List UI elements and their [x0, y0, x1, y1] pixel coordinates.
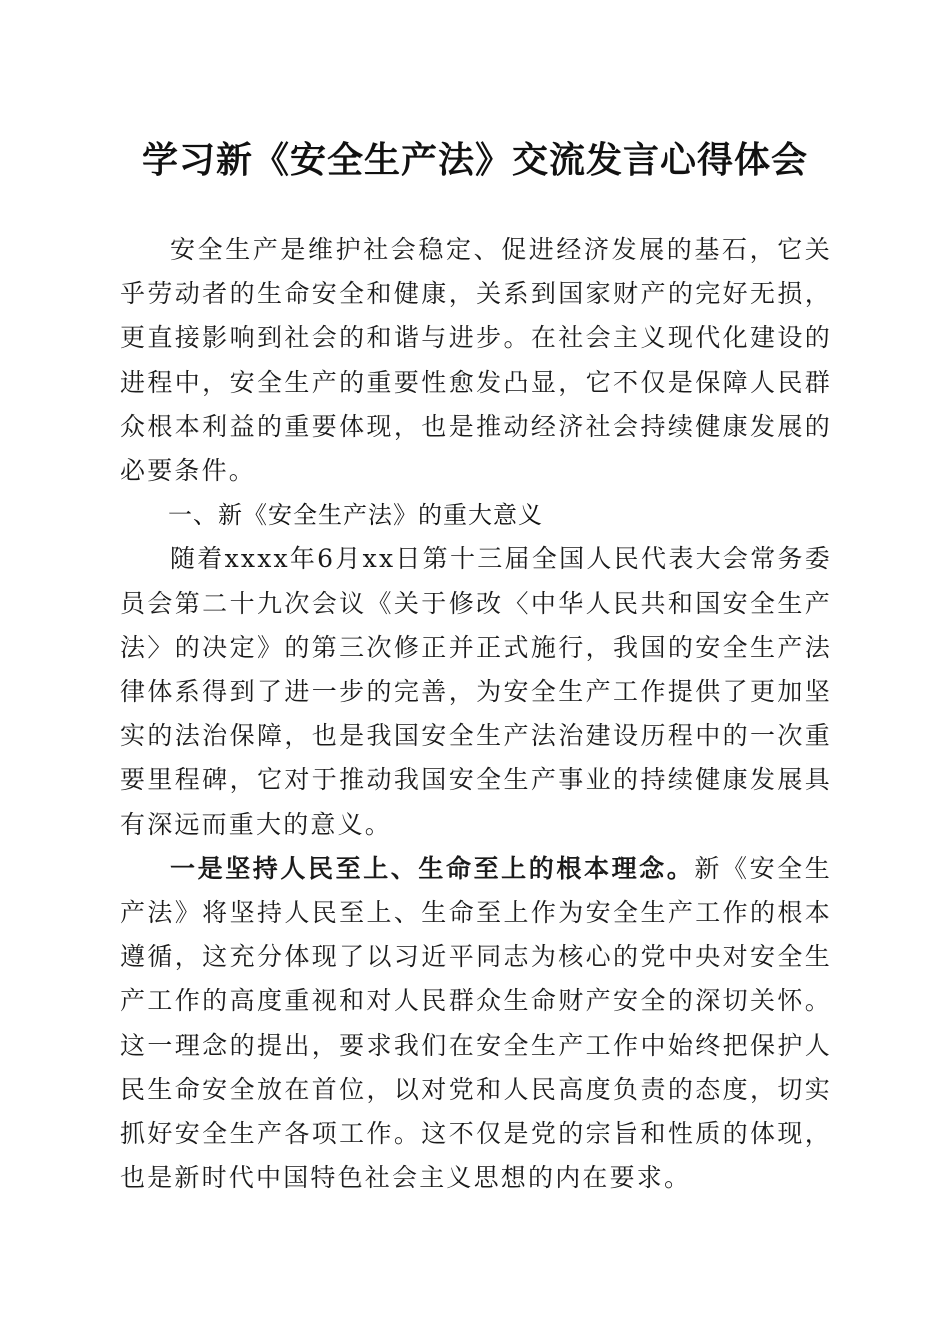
document-title: 学习新《安全生产法》交流发言心得体会	[141, 139, 808, 181]
section-heading: 一、新《安全生产法》的重大意义	[168, 501, 543, 530]
section-paragraph: 随着xxxx年6月xx日第十三届全国人民代表大会常务委员会第二十九次会议《关于修改〈中华人民共和国安全生产法〉的决定》的第三次修正并正式施行，我国的安全生产法律体系得到了进一步的完善，为安全生产工作提供了更加坚实的法治保障，也是我国安全生产法治建设历程中的一次重要里程碑，它对于推动我国安全生产事业的持续健康发展具有深远而重大的意义。	[120, 544, 832, 839]
point1-paragraph	[120, 847, 832, 1201]
document-body	[120, 228, 832, 1200]
point1-text: 新《安全生产法》将坚持人民至上、生命至上作为安全生产工作的根本遵循，这充分体现了以习近平同志为核心的党中央对安全生产工作的高度重视和对人民群众生命财产安全的深切关怀。这一理念的提出，要求我们在安全生产工作中始终把保护人民生命安全放在首位，以对党和人民高度负责的态度，切实抓好安全生产各项工作。这不仅是党的宗旨和性质的体现，也是新时代中国特色社会主义思想的内在要求。	[120, 853, 832, 1193]
point1-lead: 一是坚持人民至上、生命至上的根本理念。	[170, 853, 695, 883]
intro-paragraph: 安全生产是维护社会稳定、促进经济发展的基石，它关乎劳动者的生命安全和健康，关系到国家财产的完好无损，更直接影响到社会的和谐与进步。在社会主义现代化建设的进程中，安全生产的重要性愈发凸显，它不仅是保障人民群众根本利益的重要体现，也是推动经济社会持续健康发展的必要条件。	[120, 235, 832, 486]
